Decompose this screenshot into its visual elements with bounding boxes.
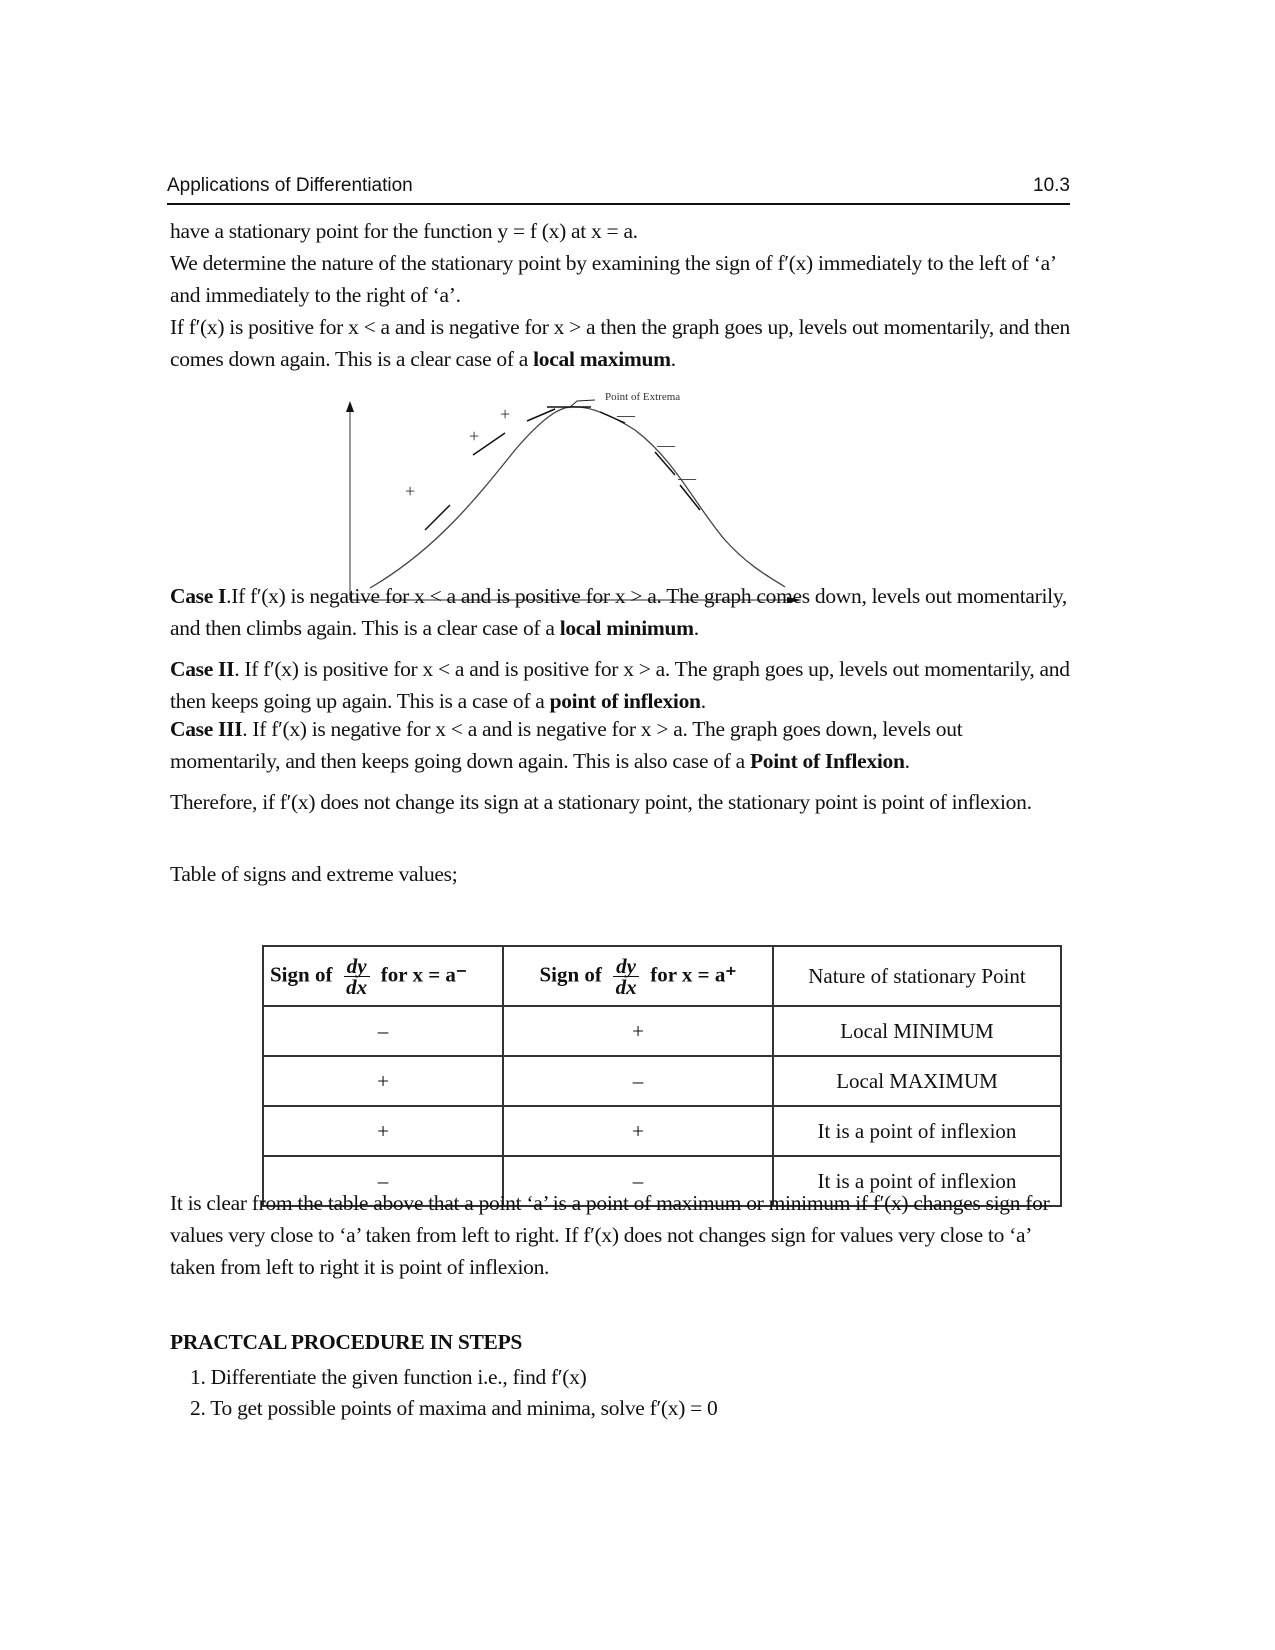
procedure-heading: PRACTCAL PROCEDURE IN STEPS	[170, 1330, 523, 1354]
cell-nature: Local MAXIMUM	[773, 1056, 1061, 1106]
minus-sign: —	[617, 405, 635, 425]
case-1-text: .If f′(x) is negative for x < a and is positive for x > a. The graph comes down, levels out momentarily, and then climbs again. This is a clear case of a	[170, 584, 1067, 640]
procedure-steps	[190, 1362, 717, 1424]
cell-left-sign: –	[263, 1006, 503, 1056]
case-2-label: Case II	[170, 657, 235, 681]
case-1: Case I.If f′(x) is negative for x < a and is positive for x > a. The graph comes down, levels out momentarily, and then climbs again. This is a clear case of a local minimum.	[170, 584, 1067, 640]
table-header-row	[263, 946, 1061, 1006]
cell-right-sign: +	[503, 1106, 773, 1156]
period: .	[670, 347, 676, 371]
cell-left-sign: +	[263, 1056, 503, 1106]
fraction-denominator: dx	[346, 974, 368, 999]
case-2: Case II. If f′(x) is positive for x < a and is positive for x > a. The graph goes up, levels out momentarily, and then keeps going up again. This is a case of a point of inflexion.	[170, 657, 1070, 713]
y-axis-arrow	[346, 401, 354, 412]
annotation-point-of-extrema: Point of Extrema	[605, 391, 681, 403]
table-row	[263, 1006, 1061, 1056]
signs-table	[262, 945, 1062, 1207]
table-row	[263, 1106, 1061, 1156]
minus-sign: —	[678, 468, 696, 488]
plus-sign: +	[500, 404, 511, 424]
cell-right-sign: –	[503, 1156, 773, 1206]
point-of-inflexion-term: point of inflexion	[549, 689, 701, 713]
curve	[370, 407, 785, 588]
running-header	[167, 175, 1070, 205]
dy-dx-fraction	[344, 953, 370, 999]
conclusion-paragraph: It is clear from the table above that a point ‘a’ is a point of maximum or minimum if f′(x) changes sign for values very close to ‘a’ taken from left to right. If f′(x) does not changes sign for values very close to ‘a’ taken from left to right it is point of inflexion.	[170, 1191, 1050, 1279]
tangent-right-3	[680, 485, 700, 510]
header-prefix: Sign of	[270, 961, 333, 986]
case-1-label: Case I	[170, 584, 227, 608]
page-number: 10.3	[1033, 175, 1070, 196]
cell-left-sign: +	[263, 1106, 503, 1156]
table-row	[263, 1056, 1061, 1106]
cell-left-sign: –	[263, 1156, 503, 1206]
case-3: Case III. If f′(x) is negative for x < a and is negative for x > a. The graph goes down, levels out momentarily, and then keeps going down again. This is also case of a Point of Inflexion.	[170, 717, 963, 773]
plus-sign: +	[405, 481, 416, 501]
case-3-label: Case III	[170, 717, 243, 741]
cell-nature: It is a point of inflexion	[773, 1156, 1061, 1206]
case-3-text: . If f′(x) is negative for x < a and is negative for x > a. The graph goes down, levels out momentarily, and then keeps going down again. This is also case of a	[170, 717, 963, 773]
point-of-inflexion-term: Point of Inflexion	[749, 749, 905, 773]
dy-dx-fraction	[613, 953, 639, 999]
local-maximum-term: local maximum	[533, 347, 671, 371]
local-minimum-term: local minimum	[559, 616, 694, 640]
header-sign-left	[263, 946, 503, 1006]
cell-nature: Local MINIMUM	[773, 1006, 1061, 1056]
tangent-right-2	[655, 452, 675, 475]
local-maximum-figure	[355, 391, 855, 605]
step-item: 2. To get possible points of maxima and minima, solve f′(x) = 0	[190, 1396, 718, 1420]
intro-text: If f′(x) is positive for x < a and is negative for x > a then the graph goes up, levels out momentarily, and then comes down again. This is a clear case of a	[170, 315, 1070, 371]
cell-nature: It is a point of inflexion	[773, 1106, 1061, 1156]
intro-paragraph-3	[170, 311, 1070, 375]
tangent-left-1	[425, 505, 450, 530]
therefore-paragraph: Therefore, if f′(x) does not change its sign at a stationary point, the stationary point is point of inflexion.	[170, 790, 1032, 814]
header-suffix: for x = a⁻	[380, 961, 468, 986]
header-suffix: for x = a⁺	[650, 961, 737, 986]
minus-sign: —	[657, 435, 675, 455]
table-caption: Table of signs and extreme values;	[170, 862, 458, 886]
header-sign-right	[503, 946, 773, 1006]
fraction-numerator: dy	[613, 956, 639, 977]
plus-sign: +	[469, 426, 480, 446]
fraction-denominator: dx	[615, 974, 637, 999]
cell-right-sign: +	[503, 1006, 773, 1056]
chapter-title: Applications of Differentiation	[167, 175, 413, 196]
fraction-numerator: dy	[344, 956, 370, 977]
header-prefix: Sign of	[539, 961, 602, 986]
cell-right-sign: –	[503, 1056, 773, 1106]
case-2-text: . If f′(x) is positive for x < a and is positive for x > a. The graph goes up, levels out momentarily, and then keeps going up again. This is a case of a	[170, 657, 1070, 713]
header-nature: Nature of stationary Point	[773, 946, 1061, 1006]
intro-line-1: have a stationary point for the function y = f (x) at x = a.	[170, 219, 638, 243]
step-item: 1. Differentiate the given function i.e., find f′(x)	[190, 1365, 587, 1389]
intro-paragraph-2: We determine the nature of the stationary point by examining the sign of f′(x) immediately to the left of ‘a’ and immediately to the right of ‘a’.	[170, 251, 1056, 307]
